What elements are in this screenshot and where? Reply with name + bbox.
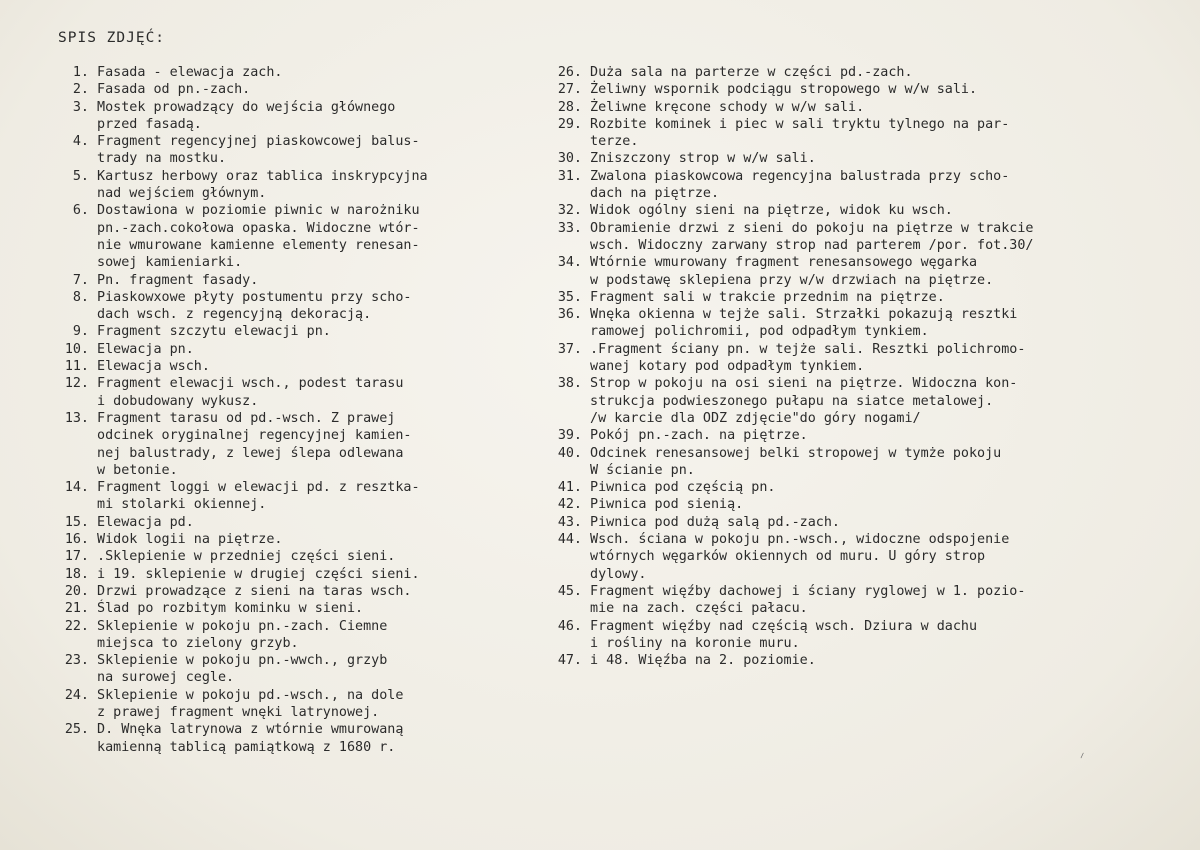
item-number: 26. [557,65,582,80]
list-item [47,669,517,686]
item-text: Fragment regencyjnej piaskowcowej balus- [97,134,420,150]
item-number: 25. [64,722,89,738]
item-number: 12. [64,376,89,392]
item-text: Elewacja pd. [97,514,194,530]
item-text: Żeliwne kręcone schody w w/w sali. [590,99,865,115]
list-item [47,566,517,583]
item-text: Fragment loggi w elewacji pd. z resztka- [97,480,420,496]
item-number: 16. [64,532,89,548]
item-number: 38. [557,376,582,392]
item-number [47,462,89,479]
list-item [540,531,1190,548]
item-number: 4. [72,134,89,150]
list-item [47,514,517,531]
item-text: Zniszczony strop w w/w sali. [590,151,816,167]
item-text: nie wmurowane kamienne elementy renesan- [97,237,420,253]
item-number: 30. [557,151,582,167]
item-text: Fragment elewacji wsch., podest tarasu [97,376,404,392]
list-item [540,185,1190,202]
list-item [47,289,517,306]
item-text: Pokój pn.-zach. na piętrze. [590,428,808,444]
page-title: SPIS ZDJĘĆ: [58,30,166,46]
item-number: 42. [557,497,582,513]
item-text: /w karcie dla ODZ zdjęcie"do góry nogami/ [590,410,921,426]
list-item [540,81,1190,98]
item-number [540,358,582,375]
list-item [540,566,1190,583]
item-number: 27. [557,82,582,98]
item-number [540,133,582,150]
item-number [540,635,582,652]
list-item [47,150,517,167]
item-number: 17. [64,549,89,565]
item-number: 45. [557,583,582,599]
item-text: pn.-zach.cokołowa opaska. Widoczne wtór- [97,220,420,236]
item-number [47,635,89,652]
list-item [540,133,1190,150]
list-item [47,410,517,427]
list-item [47,445,517,462]
list-item [47,81,517,98]
item-number: 31. [557,168,582,184]
item-text: z prawej fragment wnęki latrynowej. [97,704,380,720]
item-text: Piwnica pod częścią pn. [590,480,776,496]
list-item [47,548,517,565]
item-text: .Sklepienie w przedniej części sieni. [97,549,396,565]
item-text: Kartusz herbowy oraz tablica inskrypcyjna [97,168,428,184]
item-text: dylowy. [590,566,647,582]
item-number [47,427,89,444]
item-text: Wnęka okienna w tejże sali. Strzałki pokazują resztki [590,307,1018,323]
item-number: 24. [64,687,89,703]
item-text: Ślad po rozbitym kominku w sieni. [97,601,364,617]
list-item [47,652,517,669]
list-item [540,375,1190,392]
item-text: na surowej cegle. [97,670,235,686]
item-text: D. Wnęka latrynowa z wtórnie wmurowaną [97,722,404,738]
item-number: 9. [72,324,89,340]
item-number [47,185,89,202]
item-text: Pn. fragment fasady. [97,272,259,288]
item-text: Drzwi prowadzące z sieni na taras wsch. [97,583,412,599]
list-item [540,358,1190,375]
item-text: wsch. Widoczny zarwany strop nad parterem /por. fot.30/ [590,237,1034,253]
item-number: 36. [557,307,582,323]
item-text: Piwnica pod dużą salą pd.-zach. [590,514,840,530]
list-item [540,393,1190,410]
list-item [47,704,517,721]
list-item [47,393,517,410]
item-text: terze. [590,134,639,150]
item-number [540,566,582,583]
list-item [540,306,1190,323]
item-text: nad wejściem głównym. [97,186,267,202]
item-text: w betonie. [97,462,178,478]
item-number: 18. [64,566,89,582]
item-number [47,116,89,133]
item-text: W ścianie pn. [590,462,695,478]
list-item [47,375,517,392]
item-number [47,496,89,513]
item-number [540,548,582,565]
item-text: Fragment sali w trakcie przednim na piętrze. [590,289,945,305]
list-item [540,220,1190,237]
item-text: Obramienie drzwi z sieni do pokoju na piętrze w trakcie [590,220,1034,236]
item-text: Sklepienie w pokoju pn.-zach. Ciemne [97,618,388,634]
list-item [47,358,517,375]
item-text: Piaskowxowe płyty postumentu przy scho- [97,289,412,305]
list-item [540,289,1190,306]
item-text: Fasada - elewacja zach. [97,65,283,80]
item-number [47,306,89,323]
item-number: 32. [557,203,582,219]
item-text: sowej kamieniarki. [97,255,243,271]
list-item [47,237,517,254]
list-item [540,116,1190,133]
item-number: 21. [64,601,89,617]
item-text: .Fragment ściany pn. w tejże sali. Resztki polichromo- [590,341,1026,357]
list-item [47,341,517,358]
list-item [47,99,517,116]
item-number [47,445,89,462]
list-item [540,168,1190,185]
item-number: 28. [557,99,582,115]
list-item [540,635,1190,652]
item-text: wanej kotary pod odpadłym tynkiem. [590,359,865,375]
list-item [540,496,1190,513]
item-text: Fasada od pn.-zach. [97,82,251,98]
item-text: strukcja podwieszonego pułapu na siatce metalowej. [590,393,994,409]
item-text: Strop w pokoju na osi sieni na piętrze. Widoczna kon- [590,376,1018,392]
item-number: 10. [64,341,89,357]
list-item [47,462,517,479]
item-text: ramowej polichromii, pod odpadłym tynkiem. [590,324,929,340]
item-text: nej balustrady, z lewej ślepa odlewana [97,445,404,461]
list-item [540,652,1190,669]
list-item [540,479,1190,496]
item-text: Elewacja wsch. [97,359,210,375]
list-item [47,531,517,548]
list-item [540,548,1190,565]
item-number: 41. [557,480,582,496]
list-item [540,99,1190,116]
item-text: dach na piętrze. [590,186,720,202]
list-item [540,237,1190,254]
item-text: kamienną tablicą pamiątkową z 1680 r. [97,739,396,755]
item-number: 11. [64,359,89,375]
item-number: 43. [557,514,582,530]
list-item [47,479,517,496]
list-item [540,618,1190,635]
list-item [47,133,517,150]
item-text: Widok ogólny sieni na piętrze, widok ku wsch. [590,203,953,219]
photo-list-right [540,64,1190,669]
item-number: 47. [557,653,582,669]
list-item [540,445,1190,462]
list-item [47,168,517,185]
pencil-mark: ⸝ [1075,745,1087,761]
list-item [540,462,1190,479]
item-text: Fragment tarasu od pd.-wsch. Z prawej [97,410,396,426]
item-text: trady na mostku. [97,151,227,167]
item-number [47,254,89,271]
item-number [47,393,89,410]
item-text: Żeliwny wspornik podciągu stropowego w w/w sali. [590,82,978,98]
item-text: Odcinek renesansowej belki stropowej w tymże pokoju [590,445,1002,461]
item-text: odcinek oryginalnej regencyjnej kamien- [97,428,412,444]
item-number: 7. [72,272,89,288]
list-item [47,116,517,133]
item-number [47,739,89,756]
item-text: przed fasadą. [97,116,202,132]
list-item [540,272,1190,289]
list-item [540,410,1190,427]
item-text: Fragment więźby nad częścią wsch. Dziura w dachu [590,618,978,634]
item-number [47,669,89,686]
list-item [47,687,517,704]
item-text: Piwnica pod sienią. [590,497,744,513]
list-item [540,514,1190,531]
list-item [47,496,517,513]
list-item [540,254,1190,271]
item-text: Wsch. ściana w pokoju pn.-wsch., widoczne odspojenie [590,532,1010,548]
item-number: 13. [64,410,89,426]
item-number: 34. [557,255,582,271]
item-text: w podstawę sklepiena przy w/w drzwiach na piętrze. [590,272,994,288]
item-text: Sklepienie w pokoju pn.-wwch., grzyb [97,653,388,669]
item-text: Zwalona piaskowcowa regencyjna balustrada przy scho- [590,168,1010,184]
item-text: i 19. sklepienie w drugiej części sieni. [97,566,420,582]
item-text: Dostawiona w poziomie piwnic w narożniku [97,203,420,219]
item-number: 37. [557,341,582,357]
list-item [47,185,517,202]
item-number: 33. [557,220,582,236]
list-item [540,583,1190,600]
item-number [540,272,582,289]
item-text: Wtórnie wmurowany fragment renesansowego węgarka [590,255,978,271]
item-number [47,150,89,167]
item-text: mi stolarki okiennej. [97,497,267,513]
item-number: 22. [64,618,89,634]
item-number [540,600,582,617]
list-item [47,618,517,635]
item-number: 2. [72,82,89,98]
item-number: 5. [72,168,89,184]
item-number: 6. [72,203,89,219]
list-item [47,220,517,237]
list-item [540,202,1190,219]
item-number [540,185,582,202]
list-item [47,721,517,738]
list-item [540,341,1190,358]
item-number: 46. [557,618,582,634]
item-number: 15. [64,514,89,530]
list-item [47,600,517,617]
item-text: wtórnych węgarków okiennych od muru. U góry strop [590,549,986,565]
list-item [47,739,517,756]
item-number: 35. [557,289,582,305]
item-text: i dobudowany wykusz. [97,393,259,409]
item-text: Duża sala na parterze w części pd.-zach. [590,65,913,80]
item-number: 14. [64,480,89,496]
item-number [47,220,89,237]
item-text: mie na zach. części pałacu. [590,601,808,617]
item-text: i rośliny na koronie muru. [590,635,800,651]
item-number: 23. [64,653,89,669]
item-text: Widok logii na piętrze. [97,532,283,548]
list-item [47,272,517,289]
list-item [540,600,1190,617]
item-number [540,323,582,340]
list-item [47,202,517,219]
item-number: 39. [557,428,582,444]
list-item [47,306,517,323]
list-item [540,64,1190,81]
list-item [47,323,517,340]
item-number [540,462,582,479]
list-item [47,64,517,81]
item-text: Mostek prowadzący do wejścia głównego [97,99,396,115]
item-number [47,704,89,721]
item-number [47,237,89,254]
item-text: Sklepienie w pokoju pd.-wsch., na dole [97,687,404,703]
list-item [540,323,1190,340]
list-item [540,150,1190,167]
list-item [47,427,517,444]
item-text: miejsca to zielony grzyb. [97,635,299,651]
item-text: Fragment szczytu elewacji pn. [97,324,331,340]
item-number: 3. [72,99,89,115]
item-number: 1. [72,65,89,80]
photo-list-left [47,64,517,756]
item-text: Elewacja pn. [97,341,194,357]
item-number: 29. [557,116,582,132]
item-number [540,237,582,254]
item-number [540,393,582,410]
list-item [47,254,517,271]
list-item [540,427,1190,444]
item-number: 40. [557,445,582,461]
item-text: Rozbite kominek i piec w sali tryktu tylnego na par- [590,116,1010,132]
item-number [540,410,582,427]
item-text: dach wsch. z regencyjną dekoracją. [97,307,372,323]
list-item [47,583,517,600]
item-number: 8. [72,289,89,305]
list-item [47,635,517,652]
item-number: 20. [64,583,89,599]
item-number: 44. [557,532,582,548]
item-text: i 48. Więźba na 2. poziomie. [590,653,816,669]
item-text: Fragment więźby dachowej i ściany ryglowej w 1. pozio- [590,583,1026,599]
